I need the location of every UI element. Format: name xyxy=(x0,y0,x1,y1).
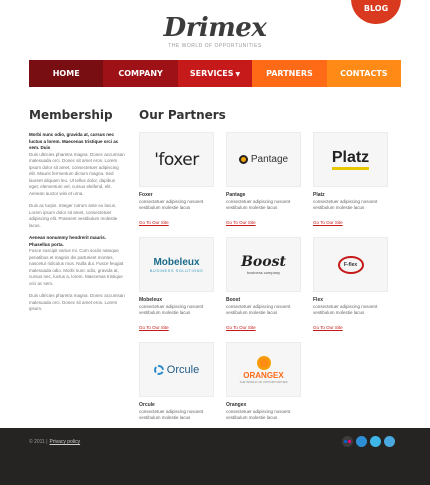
vimeo-icon[interactable] xyxy=(384,436,395,447)
partner-card xyxy=(313,237,388,342)
partners-title: Our Partners xyxy=(139,108,226,122)
partners-section xyxy=(139,108,401,447)
flickr-icon[interactable] xyxy=(342,436,353,447)
partner-link[interactable]: Go To Our Site xyxy=(313,324,343,330)
nav-label: HOME xyxy=(52,69,80,78)
partner-description: consectetuer adipiscing nosoent vestibulum molestie lacus xyxy=(226,199,291,210)
logo-text: Mobeleux xyxy=(153,256,200,268)
nav-services[interactable] xyxy=(178,60,252,87)
sidebar-paragraph: Fusce suscipit varius mi. Cum sociis natoque penatibus et magnis dis parturient montes, nascetur ridiculus mus. Nulla dui. Fusce feugiat malesuada odio. Morbi nunc odio, gravida at, cursus nec, luctus a, lorem. Maecenas tristique orci ac sem. xyxy=(29,248,124,286)
partner-name: Platz xyxy=(313,192,325,198)
logo-text: Orcule xyxy=(166,363,200,376)
partner-name: Orcule xyxy=(139,402,155,408)
partner-logo-boost[interactable] xyxy=(226,237,301,292)
partner-logo-orangex[interactable] xyxy=(226,342,301,397)
partner-link[interactable]: Go To Our Site xyxy=(226,219,256,225)
sidebar-title: Membership xyxy=(29,108,113,122)
partner-name: Orangex xyxy=(226,402,247,408)
logo-subtext: business company xyxy=(246,270,281,275)
logo-subtext: THE WORLD OF OPPORTUNITIES xyxy=(239,379,288,384)
partner-card xyxy=(226,132,301,237)
footer xyxy=(0,428,430,485)
nav-contacts[interactable] xyxy=(327,60,401,87)
partner-logo-platz[interactable] xyxy=(313,132,388,187)
partner-name: Mobeleux xyxy=(139,297,163,303)
partner-link[interactable]: Go To Our Site xyxy=(226,324,256,330)
partner-name: Pantage xyxy=(226,192,246,198)
partner-description: consectetuer adipiscing nosoent vestibulum molestie lacus xyxy=(139,199,204,210)
facebook-icon[interactable] xyxy=(356,436,367,447)
social-links xyxy=(342,436,395,447)
partner-card xyxy=(139,237,214,342)
site-logo[interactable] xyxy=(0,14,430,49)
ring-icon xyxy=(338,256,364,274)
sidebar-paragraph: Duis ultricies pharetra magna. Donec accumsan malesuada orci. Donec sit amet eros. Lorem ipsum dolor sit amet, consectetuer adipiscing elit. Mauris fermentum dictum magna. Sed laoreet aliquam leo. Ut tellus dolor, dapibus eget, elementum vel, cursus eleifend, elit. Aenean auctor wisi et urna. xyxy=(29,151,125,196)
partner-link[interactable]: Go To Our Site xyxy=(313,219,343,225)
partner-logo-mobeleux[interactable] xyxy=(139,237,214,292)
partner-name: Foxer xyxy=(139,192,153,198)
partner-card xyxy=(139,132,214,237)
partner-link[interactable]: Go To Our Site xyxy=(139,324,169,330)
nav-company[interactable] xyxy=(103,60,177,87)
twitter-icon[interactable] xyxy=(370,436,381,447)
flickr-dot xyxy=(348,440,351,443)
copyright-text: © 2011 | xyxy=(29,439,48,445)
sidebar-paragraph: Duis ac turpis. Integer rutrum ante eu lacus. Lorem ipsum dolor sit amet, consectetuer adipiscing elit. Praesent vestibulum molestie lacus. xyxy=(29,203,118,228)
sidebar-lead: Aenean nonummy hendrerit mauris. Phasellus porta. xyxy=(29,235,107,247)
nav-home[interactable] xyxy=(29,60,103,87)
chevron-down-icon: ▼ xyxy=(235,71,241,78)
copyright xyxy=(29,439,80,445)
partner-description: consectetuer adipiscing nosoent vestibulum molestie lacus xyxy=(139,409,204,420)
flower-icon xyxy=(257,356,271,370)
partner-logo-foxer[interactable] xyxy=(139,132,214,187)
logo-subtext: BUSINESS SOLUTIONS xyxy=(149,267,204,273)
nav-partners[interactable] xyxy=(252,60,326,87)
privacy-policy-link[interactable]: Privacy policy xyxy=(49,439,81,445)
partner-description: consectetuer adipiscing nosoent vestibulum molestie lacus xyxy=(313,304,378,315)
partner-logo-flex[interactable] xyxy=(313,237,388,292)
nav-label: PARTNERS xyxy=(266,69,313,78)
gear-icon xyxy=(154,365,164,375)
partner-description: consectetuer adipiscing nosoent vestibulum molestie lacus xyxy=(139,304,204,315)
partner-name: Flex xyxy=(313,297,324,303)
logo-text: 'foxer xyxy=(154,149,199,170)
partner-link[interactable]: Go To Our Site xyxy=(139,219,169,225)
partner-name: Boost xyxy=(226,297,241,303)
logo-tagline: THE WORLD OF OPPORTUNITIES xyxy=(168,43,262,49)
partner-logo-pantage[interactable] xyxy=(226,132,301,187)
partner-card xyxy=(313,132,388,237)
nav-label: COMPANY xyxy=(118,69,163,78)
nav-label: CONTACTS xyxy=(340,69,388,78)
main-nav xyxy=(29,60,401,87)
logo-text: ORANGEX xyxy=(243,370,284,380)
logo-name: Drimex xyxy=(163,13,267,43)
sidebar-paragraph: Duis ultricies pharetra magna. Donec accumsan malesuada orci. Donec sit amet eros. Lorem ipsum. xyxy=(29,293,125,311)
partner-card xyxy=(226,237,301,342)
sidebar xyxy=(29,108,126,319)
partner-description: consectetuer adipiscing nosoent vestibulum molestie lacus xyxy=(226,304,291,315)
partner-logo-orcule[interactable] xyxy=(139,342,214,397)
logo-text: Pantage xyxy=(250,154,289,165)
partner-description: consectetuer adipiscing nosoent vestibulum molestie lacus xyxy=(313,199,378,210)
logo-text: F-flex xyxy=(343,261,358,268)
flickr-dot xyxy=(344,440,347,443)
sidebar-lead: Morbi nunc odio, gravida at, cursus nec luctus a lorem. Maecenas tristique orci ac sem. Duis xyxy=(29,132,119,150)
partners-grid xyxy=(139,132,401,447)
logo-text: Platz xyxy=(332,149,369,170)
logo-text: Boost xyxy=(241,254,286,270)
sun-icon xyxy=(239,155,248,164)
partner-description: consectetuer adipiscing nosoent vestibulum molestie lacus xyxy=(226,409,291,420)
nav-label: SERVICES xyxy=(189,69,234,78)
blog-button[interactable]: BLOG xyxy=(351,0,401,24)
